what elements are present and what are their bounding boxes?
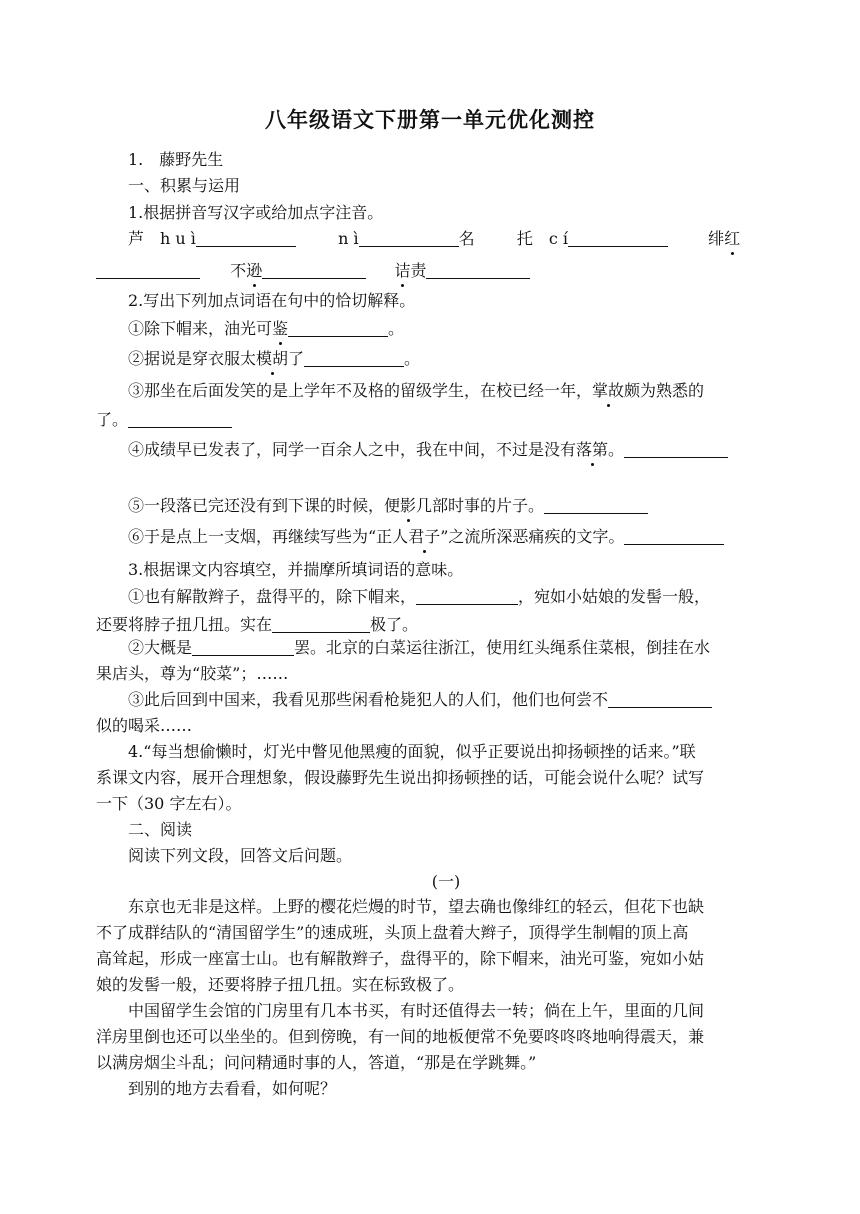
answer-blank[interactable]: [96, 262, 200, 279]
question-3-sentence-2: ②大概是 罢。北京的白菜运往浙江，使用红头绳系住菜根，倒挂在水: [128, 638, 711, 657]
dotted-character: 红: [724, 229, 741, 248]
passage-p1-line-3: 高耸起，形成一座富士山。也有解散辫子，盘得平的，除下帽来，油光可鉴，宛如小姑: [96, 949, 705, 968]
dotted-word: 影: [400, 496, 417, 515]
answer-blank[interactable]: [196, 230, 296, 247]
pinyin-item-1: 芦 h u ì: [128, 229, 301, 248]
answer-blank[interactable]: [544, 497, 648, 514]
question-3-sentence-3: ③此后回到中国来，我看见那些闲看枪毙犯人的人们，他们也何尝不: [128, 690, 766, 710]
passage-p2-line-3: 以满房烟尘斗乱；问问精通时事的人，答道，“那是在学跳舞。”: [96, 1053, 537, 1072]
question-3-sentence-1-cont: 还要将脖子扭几扭。实在 极了。: [96, 615, 419, 634]
answer-blank[interactable]: [128, 411, 232, 428]
answer-blank[interactable]: [426, 262, 530, 279]
dotted-character: 逊: [246, 261, 263, 280]
question-3-sentence-1: ①也有解散辫子，盘得平的，除下帽来， ，宛如小姑娘的发髻一般，: [128, 587, 711, 606]
dotted-word: 掌故: [592, 381, 625, 400]
answer-blank[interactable]: [262, 262, 366, 279]
dotted-word: 君子: [408, 527, 441, 546]
passage-p2-line-2: 洋房里倒也还可以坐坐的。但到傍晚，有一间的地板便常不免要咚咚咚地响得震天，兼: [96, 1027, 705, 1046]
answer-blank[interactable]: [624, 528, 724, 545]
answer-blank[interactable]: [192, 639, 294, 656]
passage-p1-line-4: 娘的发髻一般，还要将脖子扭几扭。实在标致极了。: [96, 975, 465, 994]
reading-prompt: 阅读下列文段，回答文后问题。: [128, 846, 353, 865]
answer-blank[interactable]: [416, 588, 518, 605]
section-heading-2: 二、阅读: [128, 820, 193, 839]
answer-blank[interactable]: [568, 230, 668, 247]
pinyin-item-4: 绯红: [708, 229, 741, 248]
question-2-sentence-1: ①除下帽来，油光可鉴 。: [128, 319, 405, 338]
answer-blank[interactable]: [359, 230, 459, 247]
question-4-line-1: 4.“每当想偷懒时，灯光中瞥见他黑瘦的面貌，似乎正要说出抑扬顿挫的话来。”联: [128, 742, 696, 761]
question-2-prompt: 2.写出下列加点词语在句中的恰切解释。: [128, 291, 416, 310]
answer-blank[interactable]: [608, 691, 712, 708]
answer-blank[interactable]: [304, 350, 404, 367]
question-1-row-1: [128, 229, 766, 249]
dotted-word: 鉴: [272, 319, 289, 338]
passage-p1-line-1: 东京也无非是这样。上野的樱花烂熳的时节，望去确也像绯红的轻云，但花下也缺: [128, 897, 705, 916]
question-2-sentence-3-cont: 了。: [96, 410, 766, 430]
question-3-sentence-2-cont: 果店头，尊为“胶菜”；……: [96, 664, 289, 683]
answer-blank[interactable]: [272, 616, 370, 633]
question-1-prompt: 1.根据拼音写汉字或给加点字注音。: [128, 203, 384, 222]
answer-blank[interactable]: [624, 441, 728, 458]
pinyin-item-2: n ì 名: [338, 229, 475, 248]
question-3-sentence-3-cont: 似的喝采……: [96, 716, 193, 735]
dotted-word: 落第: [576, 440, 609, 459]
passage-label: (一): [431, 872, 461, 891]
question-2-sentence-3: ③那坐在后面发笑的是上学年不及格的留级学生，在校已经一年，掌故颇为熟悉的: [128, 381, 705, 400]
dotted-word: 模胡: [256, 349, 289, 368]
dotted-character: 诘: [394, 261, 411, 280]
question-2-sentence-6: ⑥于是点上一支烟，再继续写些为“正人君子”之流所深恶痛疾的文字。: [128, 527, 766, 547]
lesson-heading: 1. 藤野先生: [128, 150, 224, 169]
question-4-line-2: 系课文内容，展开合理想象，假设藤野先生说出抑扬顿挫的话，可能会说什么呢？试写: [96, 768, 705, 787]
section-heading-1: 一、积累与运用: [128, 176, 241, 195]
question-4-line-3: 一下（30 字左右）。: [96, 794, 242, 813]
passage-p3: 到别的地方去看看，如何呢？: [128, 1079, 337, 1098]
question-2-sentence-4: ④成绩早已发表了，同学一百余人之中，我在中间，不过是没有落第。: [128, 440, 766, 460]
passage-p2-line-1: 中国留学生会馆的门房里有几本书买，有时还值得去一转；倘在上午，里面的几间: [128, 1001, 705, 1020]
passage-p1-line-2: 不了成群结队的“清国留学生”的速成班，头顶上盘着大辫子，顶得学生制帽的顶上高: [96, 923, 689, 942]
answer-blank[interactable]: [288, 320, 388, 337]
question-3-prompt: 3.根据课文内容填空，并揣摩所填词语的意味。: [128, 560, 464, 579]
question-1-row-2: 不逊 诘责: [96, 261, 766, 281]
question-2-sentence-5: ⑤一段落已完还没有到下课的时候，便影几部时事的片子。: [128, 496, 766, 516]
pinyin-item-3: 托 c í: [517, 229, 673, 248]
question-2-sentence-2: ②据说是穿衣服太模胡了 。: [128, 349, 421, 368]
page-title: 八年级语文下册第一单元优化测控: [265, 108, 595, 132]
